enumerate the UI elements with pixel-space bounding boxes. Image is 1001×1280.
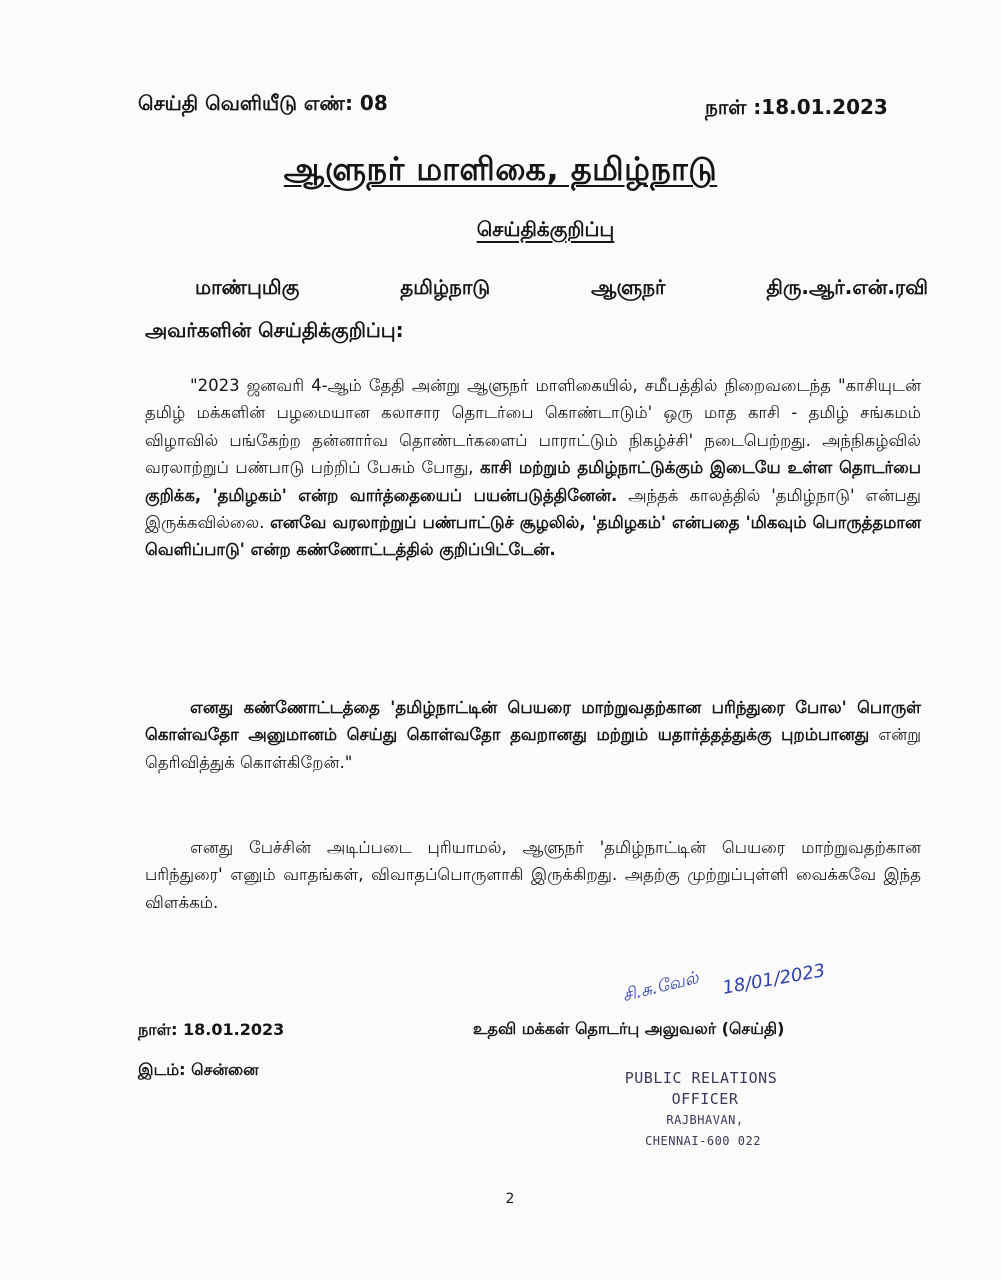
body-paragraph-2 bbox=[145, 694, 921, 776]
p2-text: என்று தெரிவித்துக் கொள்கிறேன்." bbox=[145, 725, 921, 772]
handwritten-signature bbox=[592, 955, 842, 1015]
stamp-line-2: OFFICER bbox=[671, 1090, 739, 1108]
stamp-line-3: RAJBHAVAN, bbox=[666, 1113, 744, 1127]
office-stamp bbox=[600, 1068, 810, 1152]
p1-text-1: "2023 ஜனவரி 4-ஆம் தேதி அன்று ஆளுநர் மாளிகையில், சமீபத்தில் நிறைவடைந்த "காசியுடன் தமிழ் மக்களின் பழமையான கலாசார தொடர்பை கொண்டாடும்' ஒரு மாத காசி - தமிழ் சங்கமம் விழாவில் பங்கேற்ற தன்னார்வ தொண்டர்களைப் பாராட்டும் நிகழ்ச்சி' நடைபெற்றது. அந்நிகழ்வில் வரலாற்றுப் பண்பாடு பற்றிப் பேசும் போது, bbox=[145, 376, 921, 478]
footer-date: நாள்: 18.01.2023 bbox=[138, 1020, 285, 1039]
heading-word-3: ஆளுநர் bbox=[591, 275, 666, 299]
p2-bold: எனது கண்ணோட்டத்தை 'தமிழ்நாட்டின் பெயரை மாற்றுவதற்கான பரிந்துரை போல' பொருள் கொள்வதோ அனுமானம் செய்து கொள்வதோ தவறானது மற்றும் யதார்த்தத்துக்கு புறம்பானது bbox=[145, 698, 921, 745]
heading-line-2: அவர்களின் செய்திக்குறிப்பு: bbox=[145, 318, 404, 342]
heading-word-4: திரு.ஆர்.என்.ரவி bbox=[766, 275, 928, 299]
stamp-line-4: CHENNAI-600 022 bbox=[645, 1134, 761, 1148]
heading-line-1 bbox=[195, 275, 928, 302]
page-subtitle: செய்திக்குறிப்பு bbox=[476, 217, 615, 241]
heading-word-2: தமிழ்நாடு bbox=[400, 275, 491, 299]
body-paragraph-3: எனது பேச்சின் அடிப்படை புரியாமல், ஆளுநர் 'தமிழ்நாட்டின் பெயரை மாற்றுவதற்கான பரிந்துரை' எனும் வாதங்கள், விவாதப்பொருளாகி இருக்கிறது. அதற்கு முற்றுப்புள்ளி வைக்கவே இந்த விளக்கம். bbox=[145, 838, 921, 912]
officer-designation: உதவி மக்கள் தொடர்பு அலுவலர் (செய்தி) bbox=[473, 1019, 785, 1038]
signature-date: 18/01/2023 bbox=[720, 960, 827, 999]
page-title: ஆளுநர் மாளிகை, தமிழ்நாடு bbox=[283, 150, 718, 188]
p1-bold-1: காசி மற்றும் தமிழ்நாட்டுக்கும் இடையே உள்ள தொடர்பை குறிக்க, 'தமிழகம்' என்ற வார்த்தையைப் பயன்படுத்தினேன். bbox=[145, 458, 922, 505]
heading-word-1: மாண்புமிகு bbox=[195, 275, 300, 299]
header-date: நாள் :18.01.2023 bbox=[705, 95, 888, 119]
p1-bold-2: எனவே வரலாற்றுப் பண்பாட்டுச் சூழலில், 'தமிழகம்' என்பதை 'மிகவும் பொருத்தமான வெளிப்பாடு' என்ற கண்ணோட்டத்தில் குறிப்பிட்டேன். bbox=[145, 513, 922, 560]
release-number: செய்தி வெளியீடு எண்: 08 bbox=[138, 91, 388, 115]
page-number: 2 bbox=[505, 1191, 515, 1207]
body-paragraph-1 bbox=[145, 372, 921, 564]
p1-text-2: அந்தக் காலத்தில் 'தமிழ்நாடு' என்பது இருக்கவில்லை. bbox=[145, 485, 921, 533]
footer-place: இடம்: சென்னை bbox=[138, 1060, 259, 1079]
signature-name: சி.சு.வேல் bbox=[620, 967, 701, 1007]
stamp-line-1: PUBLIC RELATIONS bbox=[624, 1069, 778, 1087]
